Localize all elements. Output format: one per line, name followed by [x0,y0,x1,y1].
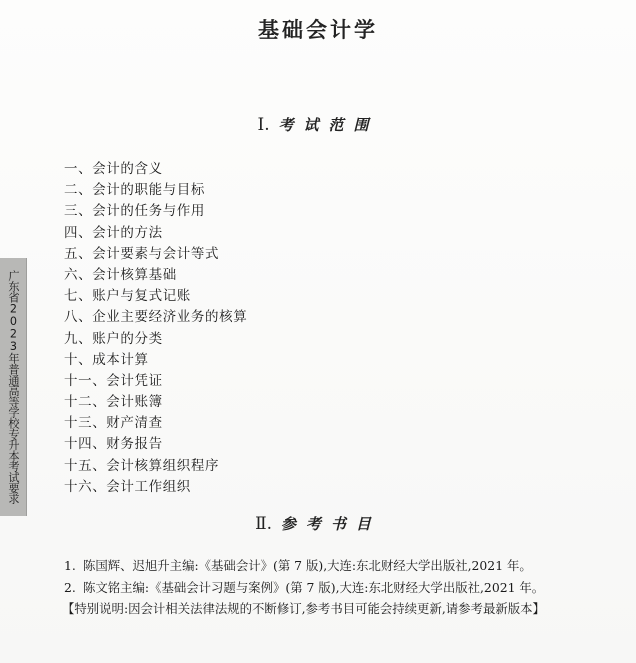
reference-item [64,577,614,599]
section-heading-exam-scope [0,114,636,135]
reference-text: 陈国辉、迟旭升主编:《基础会计》(第 7 版),大连:东北财经大学出版社,2021 年。 [82,558,532,573]
list-item: 三、会计的任务与作用 [64,203,205,220]
page-title: 基础会计学 [258,18,378,42]
list-item: 十三、财产清查 [64,415,163,432]
list-item: 十一、会计凭证 [64,372,163,389]
special-note: 【特别说明:因会计相关法律法规的不断修订,参考书目可能会持续更新,请参考最新版本】 [62,601,545,616]
section-number: Ⅰ. [257,115,270,135]
list-item: 四、会计的方法 [64,224,163,241]
list-item: 二、会计的职能与目标 [64,182,205,199]
list-item: 七、账户与复式记账 [64,288,191,305]
reference-index: 1. [64,558,76,573]
section-title: 参考书目 [280,515,381,533]
list-item: 十五、会计核算组织程序 [64,457,220,474]
list-item: 一、会计的含义 [64,161,163,177]
list-item: 九、账户的分类 [64,330,163,347]
topic-list [64,159,247,498]
section-heading-references [0,513,636,534]
list-item: 十二、会计账簿 [64,394,163,411]
section-title: 考试范围 [278,116,379,134]
list-item: 十四、财务报告 [64,436,163,453]
list-item: 五、会计要素与会计等式 [64,245,220,262]
reference-text: 陈文铭主编:《基础会计习题与案例》(第 7 版),大连:东北财经大学出版社,2021 年。 [82,580,545,595]
side-tab-label: 广东省2023年普通高等学校专升本考试要求 [7,269,20,504]
reference-item [64,555,614,577]
list-item: 十六、会计工作组织 [64,478,191,495]
list-item: 八、企业主要经济业务的核算 [64,309,248,326]
list-item: 六、会计核算基础 [64,266,177,283]
section-number: Ⅱ. [255,514,273,534]
reference-list [64,555,614,599]
reference-index: 2. [64,580,76,595]
list-item: 十、成本计算 [64,351,149,368]
